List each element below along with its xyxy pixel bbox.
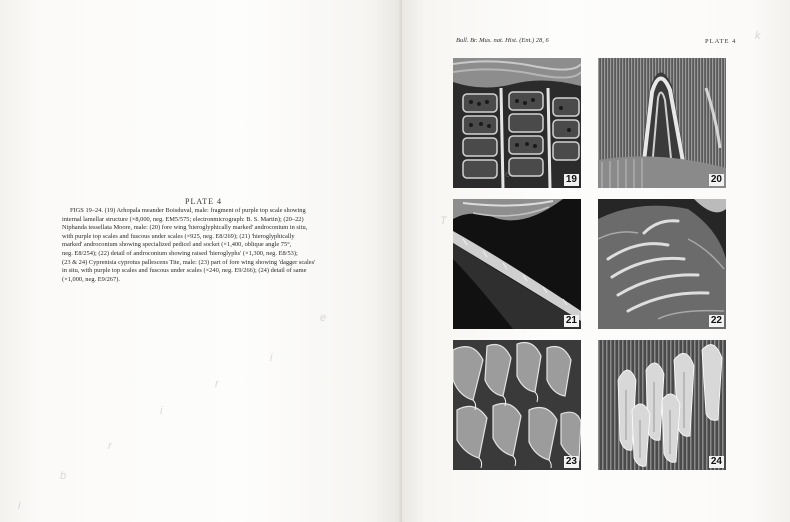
caption-line: with purple top scales and fuscous under scales (×925, neg. E8/269); (21) 'hieroglyphically [62,232,295,240]
caption-line: in situ, with purple top scales and fuscous under scales (×240, neg. E9/266); (24) detail of same [62,267,307,275]
figure-number-19: 19 [565,174,577,185]
micrograph-21-image [453,199,581,329]
watermark-glyph: e [320,312,327,324]
watermark-glyph: b [60,470,67,482]
figure-caption [62,207,364,284]
figure-number-23: 23 [565,456,577,467]
caption-line: neg. E8/254); (22) detail of androconium showing raised 'hieroglyphs' (×1,300, neg. E8/53); [62,249,298,257]
watermark-glyph: e [505,168,512,180]
plate-label: PLATE 4 [705,38,737,45]
watermark-glyph: i [18,500,21,512]
micrograph-19-image [453,58,581,188]
caption-line: marked' androconium showing specialized pedicel and socket (×1,400, oblique angle 75°, [62,241,292,249]
caption-line: (23 & 24) Cyprenisia cyprotus pallescens Tite, male: (23) part of fore wing showing 'dagger scales' [62,258,316,266]
figure-number-21: 21 [565,315,577,326]
micrograph-20-image [598,58,726,188]
caption-line: FIGS 19–24. (19) Arhopala meander Boisduval, male: fragment of purple top scale showing [70,207,306,214]
micrograph-23-image [453,340,581,470]
micrograph-21 [453,199,581,329]
caption-line: internal lamellar structure (×8,000, neg. EM5/575; electronmicrograph: B. S. Martin); (20–22) [62,215,304,223]
micrograph-24 [598,340,726,470]
micrograph-23 [453,340,581,470]
micrograph-24-image [598,340,726,470]
watermark-glyph: T [440,215,447,227]
figure-number-24: 24 [710,456,722,467]
watermark-glyph: i [160,405,163,417]
watermark-glyph: k [755,30,761,42]
figure-number-20: 20 [710,174,722,185]
micrograph-22-image [598,199,726,329]
running-head: Bull. Br. Mus. nat. Hist. (Ent.) 28, 6 [456,37,549,44]
micrograph-20 [598,58,726,188]
watermark-glyph: r [215,378,219,390]
plate-heading: PLATE 4 [185,197,222,206]
caption-line: Niphanda tessellata Moore, male: (20) fore wing 'hieroglyphically marked' androconium in situ, [62,224,308,232]
watermark-glyph: i [270,352,273,364]
micrograph-22 [598,199,726,329]
caption-line: (×1,000, neg. E9/267). [62,275,120,283]
figure-number-22: 22 [710,315,722,326]
watermark-glyph: r [108,440,112,452]
micrograph-19 [453,58,581,188]
